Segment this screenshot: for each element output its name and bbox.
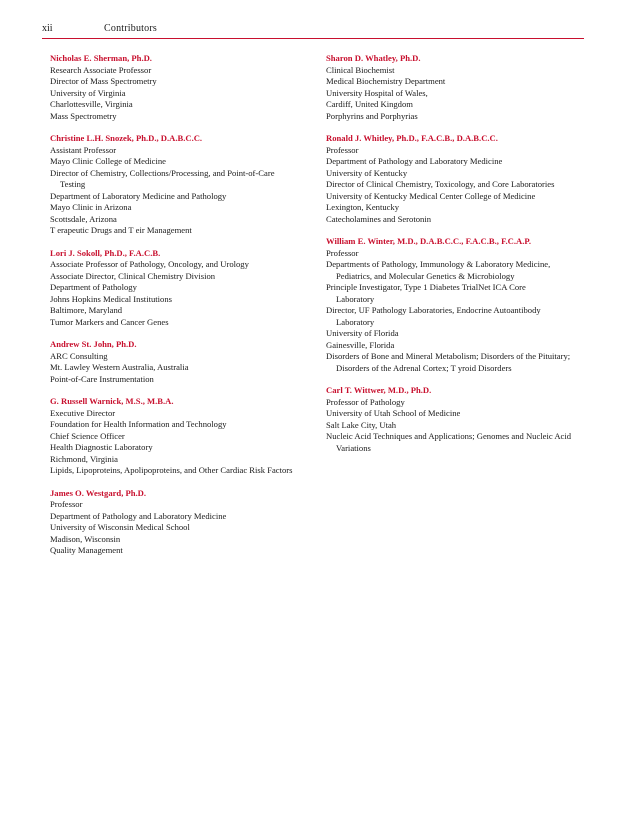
contributor-chapter: Porphyrins and Porphyrias — [326, 110, 418, 121]
running-title: Contributors — [104, 23, 157, 34]
contributor-entry — [326, 53, 588, 122]
contributor-chapter: Mass Spectrometry — [50, 110, 117, 121]
contributor-name: G. Russell Warnick, M.S., M.B.A. — [50, 396, 174, 406]
contributor-institution: Johns Hopkins Medical Institutions — [50, 293, 172, 304]
contributor-chapter: Point-of-Care Instrumentation — [50, 373, 154, 384]
contributor-title: Professor — [50, 499, 83, 509]
left-column — [50, 53, 312, 568]
contributor-location: Salt Lake City, Utah — [326, 419, 397, 430]
contributor-location: Scottsdale, Arizona — [50, 213, 117, 224]
contributor-name: Nicholas E. Sherman, Ph.D. — [50, 53, 152, 63]
contributor-affiliation: ARC Consulting — [50, 350, 108, 361]
contributor-role: Director of Chemistry, Collections/Processing, and Point-of-Care — [50, 167, 275, 178]
contributor-location: Mt. Lawley Western Australia, Australia — [50, 362, 189, 372]
contributor-affiliation: Foundation for Health Information and Technology — [50, 419, 227, 429]
contributor-title: Research Associate Professor — [50, 64, 152, 75]
contributor-location: Charlottesville, Virginia — [50, 99, 133, 109]
contributor-department: Department of Pathology and Laboratory Medicine — [50, 510, 227, 521]
contributor-title: Executive Director — [50, 407, 116, 418]
contributor-location: Baltimore, Maryland — [50, 305, 123, 315]
contributor-entry — [326, 236, 588, 374]
contributor-title: Professor — [326, 247, 359, 258]
contributor-role: Chief Science Officer — [50, 430, 125, 441]
contributor-chapter: Nucleic Acid Techniques and Applications; Genomes and Nucleic Acid — [326, 431, 572, 441]
contributor-role-continued: Laboratory — [336, 293, 375, 304]
contributor-chapter: T erapeutic Drugs and T eir Management — [50, 225, 192, 235]
contributor-role: Principle Investigator, Type 1 Diabetes TrialNet ICA Core — [326, 282, 526, 292]
contributor-chapter-continued: Disorders of the Adrenal Cortex; T yroid Disorders — [336, 362, 512, 373]
contributor-department: Medical Biochemistry Department — [326, 76, 446, 86]
contributor-affiliation: Mayo Clinic College of Medicine — [50, 156, 166, 166]
contributor-name: Carl T. Wittwer, M.D., Ph.D. — [326, 385, 432, 395]
contributor-entry — [50, 248, 312, 329]
header-rule — [42, 38, 584, 39]
contributor-department: Department of Pathology and Laboratory Medicine — [326, 156, 503, 166]
contributor-institution: Mayo Clinic in Arizona — [50, 202, 132, 212]
contributor-institution: University Hospital of Wales, — [326, 87, 428, 98]
contributor-role-continued: Laboratory — [336, 316, 375, 327]
contributor-title: Professor of Pathology — [326, 396, 405, 407]
right-column — [326, 53, 588, 465]
contributor-department-continued: Pediatrics, and Molecular Genetics & Microbiology — [336, 270, 515, 281]
contributor-name: Ronald J. Whitley, Ph.D., F.A.C.B., D.A.B.C.C. — [326, 133, 498, 143]
running-header — [42, 23, 584, 37]
contributor-name: Christine L.H. Snozek, Ph.D., D.A.B.C.C. — [50, 133, 203, 143]
contributor-location: Madison, Wisconsin — [50, 533, 121, 544]
contributor-chapter: Quality Management — [50, 545, 123, 555]
page-number: xii — [42, 23, 53, 34]
contributor-name: Sharon D. Whatley, Ph.D. — [326, 53, 421, 63]
contributor-entry — [50, 53, 312, 122]
contributor-role: Director of Mass Spectrometry — [50, 76, 157, 86]
contributor-institution: University of Utah School of Medicine — [326, 408, 461, 418]
contributor-role: Director, UF Pathology Laboratories, Endocrine Autoantibody — [326, 305, 541, 315]
contributor-chapter: Disorders of Bone and Mineral Metabolism; Disorders of the Pituitary; — [326, 351, 571, 361]
contributor-entry — [50, 133, 312, 237]
contributor-entry — [50, 396, 312, 477]
contributor-role: Associate Director, Clinical Chemistry Division — [50, 270, 216, 281]
contributor-institution: Health Diagnostic Laboratory — [50, 442, 153, 452]
contributor-affiliation: University of Kentucky Medical Center College of Medicine — [326, 190, 536, 201]
contributor-role: Director of Clinical Chemistry, Toxicology, and Core Laboratories — [326, 179, 555, 189]
contributor-chapter: Catecholamines and Serotonin — [326, 213, 432, 224]
contributor-name: Lori J. Sokoll, Ph.D., F.A.C.B. — [50, 247, 161, 258]
contributor-department: Department of Laboratory Medicine and Pathology — [50, 190, 227, 201]
contributor-department: Departments of Pathology, Immunology & Laboratory Medicine, — [326, 259, 551, 269]
contributor-name: Andrew St. John, Ph.D. — [50, 339, 137, 349]
contributor-name: James O. Westgard, Ph.D. — [50, 487, 147, 498]
contributor-entry — [326, 385, 588, 454]
contributor-location: Lexington, Kentucky — [326, 202, 400, 212]
contributor-institution: University of Wisconsin Medical School — [50, 522, 190, 532]
contributor-location: Cardiff, United Kingdom — [326, 99, 413, 109]
contributor-title: Assistant Professor — [50, 144, 117, 155]
contributor-institution: University of Kentucky — [326, 167, 408, 178]
contributor-institution: University of Virginia — [50, 87, 126, 98]
contributor-entry — [50, 339, 312, 385]
contributor-title: Clinical Biochemist — [326, 64, 395, 75]
contributor-chapter: Lipids, Lipoproteins, Apolipoproteins, and Other Cardiac Risk Factors — [50, 465, 293, 475]
contributor-institution: University of Florida — [326, 328, 399, 338]
contributor-location: Gainesville, Florida — [326, 339, 395, 350]
contributor-chapter-continued: Variations — [336, 442, 371, 453]
contributor-location: Richmond, Virginia — [50, 453, 118, 464]
contributor-chapter: Tumor Markers and Cancer Genes — [50, 316, 169, 327]
contributor-title: Associate Professor of Pathology, Oncology, and Urology — [50, 259, 249, 269]
contributor-name: William E. Winter, M.D., D.A.B.C.C., F.A.C.B., F.C.A.P. — [326, 236, 531, 246]
contributor-entry — [326, 133, 588, 225]
contributor-role-continued: Testing — [60, 179, 86, 189]
contributor-entry — [50, 488, 312, 557]
contributor-department: Department of Pathology — [50, 282, 137, 292]
contributor-title: Professor — [326, 144, 359, 155]
